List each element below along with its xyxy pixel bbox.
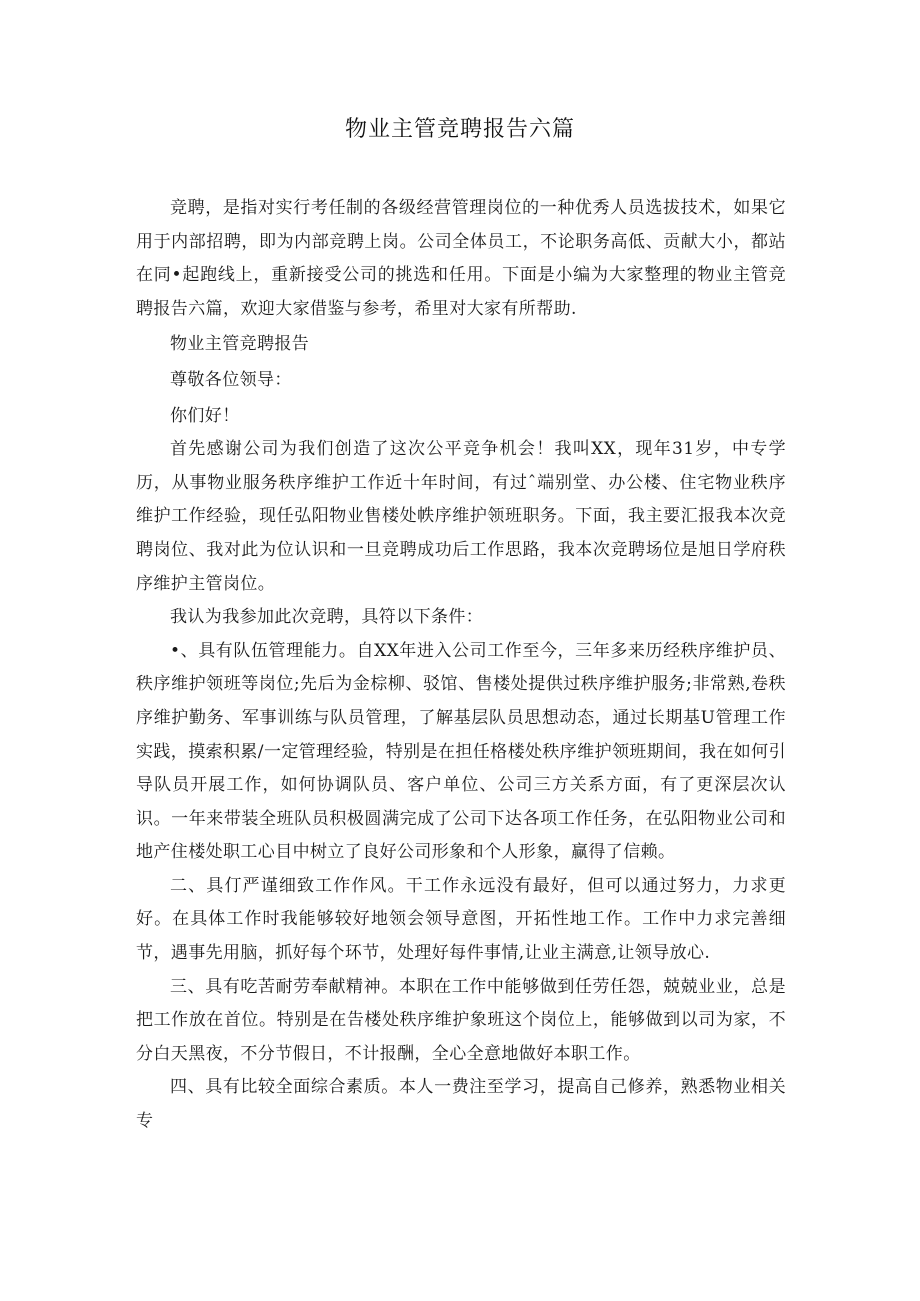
paragraph-greeting: 你们好！ <box>170 405 240 426</box>
paragraph-self-introduction: 首先感谢公司为我们创造了这次公平竞争机会！我叫XX，现年31岁，中专学历，从事物业服务秩序维护工作近十年时间，有过ˆ端别堂、办公楼、住宅物业秩序维护工作经验，现任弘阳物业售楼处帙序维护领班职务。下面，我主要汇报我本次竞聘岗位、我对此为位认识和一旦竞聘成功后工作思路，我本次竞聘场位是旭日学府秩序维护主管岗位。 <box>136 439 786 594</box>
paragraph-salutation: 尊敬各位领导： <box>170 369 292 390</box>
paragraph-intro: 竞聘，是指对实行考任制的各级经营管理岗位的一种优秀人员选拔技术，如果它用于内部招聘，即为内部竞聘上岗。公司全体员工，不论职务高低、贡献大小，都站在同•起跑线上，重新接受公司的挑选和任用。下面是小编为大家整理的物业主管竞聘报告六篇，欢迎大家借鉴与参考，希里对大家有所帮助. <box>136 198 786 319</box>
paragraph-condition-2: 二、具仃严谨细致工作作风。干工作永远没有最好，但可以通过努力，力求更好。在具体工作时我能够较好地领会领导意图，开拓性地工作。工作中力求完善细节，遇事先用脑，抓好每个环节，处理好每件事情,让业主满意,让领导放心. <box>136 875 786 964</box>
document-title: 物业主管竞聘报告六篇 <box>344 117 575 142</box>
paragraph-conditions-intro: 我认为我参加此次竞聘，具符以下条件： <box>170 607 484 628</box>
paragraph-condition-1: •、具有队伍管理能力。自XX年进入公司工作至今，三年多来历经秩序维护员、秩序维护领班等岗位;先后为金棕柳、驳馆、售楼处提供过秩序维护服务;非常熟,卷秩序维护勤务、军事训练与队员管理，了解基层队员思想动态，通过长期基U管理工作实践，摸索积累/一定管理经验，特别是在担任格楼处秩序维护领班期间，我在如何引导队员开展工作，如何协调队员、客户单位、公司三方关系方面，有了更深层次认识。一年来带装全班队员积极圆满完成了公司下达各项工作任务，在弘阳物业公司和地产住楼处职工心目中树立了良好公司形象和个人形象，赢得了信赖。 <box>136 640 786 863</box>
paragraph-subtitle: 物业主管竞聘报告 <box>170 334 310 355</box>
paragraph-condition-4: 四、具有比较全面综合素质。本人一费注至学习，提高自己修养，熟悉物业相关专 <box>136 1077 786 1132</box>
paragraph-condition-3: 三、具有吃苦耐劳奉献精神。本职在工作中能够做到任劳任怨，兢兢业业，总是把工作放在首位。特别是在告楼处秩序维护象班这个岗位上，能够做到以司为家，不分白天黑夜，不分节假日，不计报酬，全心全意地做好本职工作。 <box>136 976 786 1064</box>
document-body <box>136 192 786 1139</box>
